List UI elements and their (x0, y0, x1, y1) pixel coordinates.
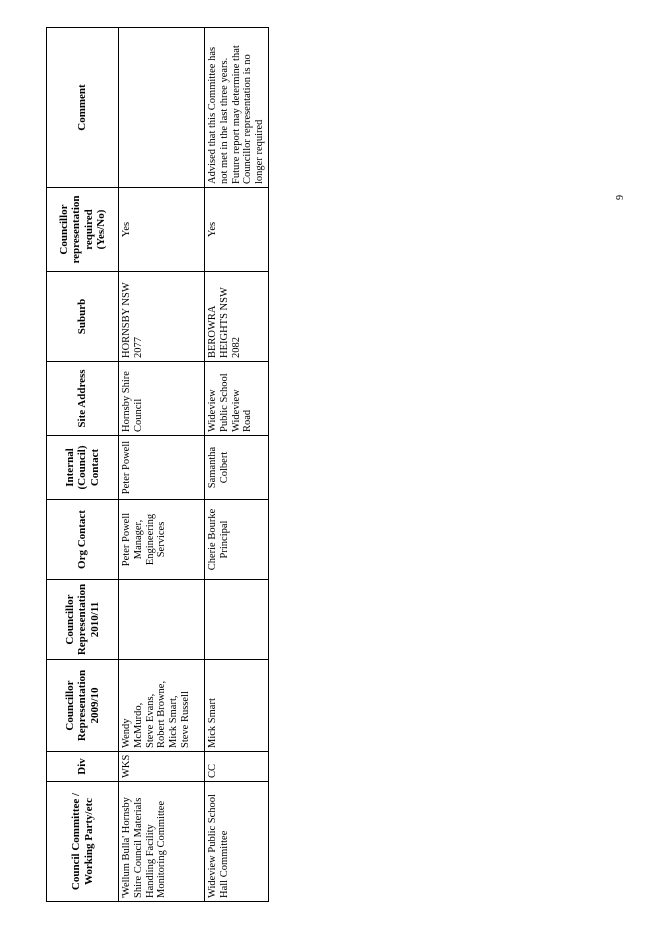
rotated-table-wrapper (46, 28, 265, 902)
cell-rep-2010-11 (119, 580, 205, 660)
cell-site-address: Wideview Public School Wideview Road (205, 362, 269, 436)
cell-suburb: BEROWRA HEIGHTS NSW 2082 (205, 272, 269, 362)
cell-committee: 'Wellum Bulla' Hornsby Shire Council Materials Handling Facility Monitoring Committee (119, 782, 205, 902)
header-rep-2010-11: Councillor Representation 2010/11 (47, 580, 119, 660)
cell-rep-2009-10: Mick Smart (205, 660, 269, 752)
cell-rep-2010-11 (205, 580, 269, 660)
rotated-table-inner (46, 28, 265, 902)
cell-org-contact: Cherie Bourke Principal (205, 500, 269, 580)
header-div: Div (47, 752, 119, 782)
cell-rep-2009-10: Wendy McMurdo, Steve Evans, Robert Browne, Mick Smart, Steve Russell (119, 660, 205, 752)
header-org-contact: Org Contact (47, 500, 119, 580)
cell-div: WKS (119, 752, 205, 782)
cell-rep-required: Yes (205, 188, 269, 272)
cell-suburb: HORNSBY NSW 2077 (119, 272, 205, 362)
header-internal-contact: Internal (Council) Contact (47, 436, 119, 500)
cell-internal-contact: Samantha Colbert (205, 436, 269, 500)
cell-org-contact: Peter Powell Manager, Engineering Services (119, 500, 205, 580)
committee-table (46, 27, 269, 902)
cell-comment: Advised that this Committee has not met in the last three years. Future report may determine that Councillor representation is no longer required (205, 28, 269, 188)
cell-site-address: Hornsby Shire Council (119, 362, 205, 436)
header-suburb: Suburb (47, 272, 119, 362)
header-rep-required: Councillor representation required (Yes/No) (47, 188, 119, 272)
cell-committee: Wideview Public School Hall Committee (205, 782, 269, 902)
cell-internal-contact: Peter Powell (119, 436, 205, 500)
header-committee: Council Committee / Working Party/etc (47, 782, 119, 902)
cell-div: CC (205, 752, 269, 782)
header-rep-2009-10: Councillor Representation 2009/10 (47, 660, 119, 752)
page-number: 9 (615, 195, 626, 200)
header-comment: Comment (47, 28, 119, 188)
cell-comment (119, 28, 205, 188)
table-row (119, 28, 205, 902)
cell-rep-required: Yes (119, 188, 205, 272)
table-row (205, 28, 269, 902)
table-header-row (47, 28, 119, 902)
header-site-address: Site Address (47, 362, 119, 436)
